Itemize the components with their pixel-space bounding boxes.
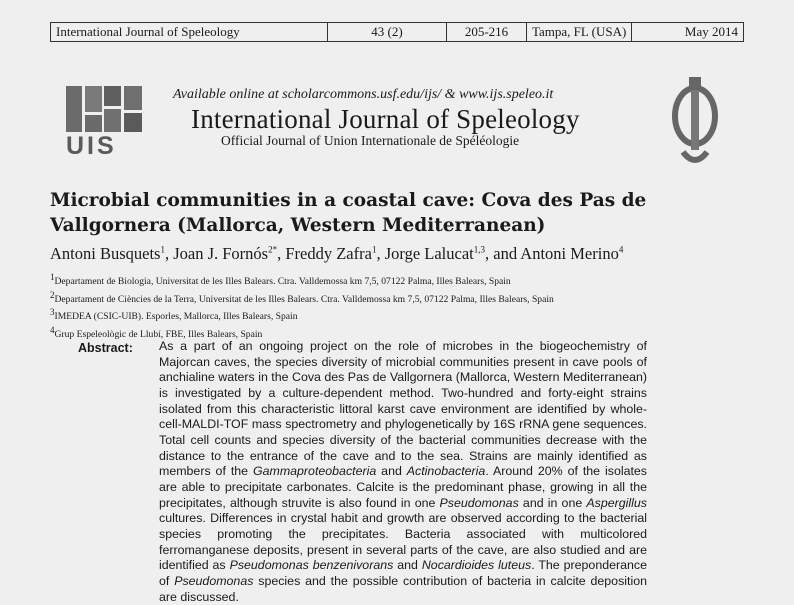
author-name: Jorge Lalucat (384, 244, 474, 263)
affiliation-mark: 2 (50, 289, 55, 300)
abstract-segment: and in one (518, 495, 587, 510)
header-pages: 205-216 (447, 23, 527, 41)
abstract-taxon: Pseudomonas benzenivorans (229, 558, 394, 573)
author-separator: , (376, 244, 385, 263)
author-separator: , and (485, 244, 521, 263)
article-title: Microbial communities in a coastal cave: Cova des Pas de Vallgornera (Mallorca, Western Mediterranean) (50, 190, 647, 236)
affiliation-line (50, 271, 554, 289)
abstract-taxon: Actinobacteria (406, 464, 486, 479)
svg-text:UIS: UIS (66, 132, 117, 156)
affiliation-mark: 3 (50, 307, 55, 318)
header-info-table (50, 22, 744, 42)
affiliation-line (50, 306, 554, 324)
abstract-segment: cultures. Differences in crystal habit and growth are observed according to the bacterial species promoting the precipitates. Bacteria associated with multicolored ferromanganese deposits, present in several parts of the cave, are also studied and are identified as (159, 511, 647, 573)
author-separator: , (277, 244, 286, 263)
author-name: Freddy Zafra (285, 244, 372, 263)
author-name: Antoni Merino (520, 244, 619, 263)
availability-line: Available online at scholarcommons.usf.edu/ijs/ & www.ijs.speleo.it (173, 87, 554, 102)
author-affiliation-mark: 1 (371, 244, 377, 255)
affiliation-text: Departament de Ciències de la Terra, Universitat de les Illes Balears. Ctra. Valldemossa km 7,5, 07122 Palma, Illes Balears, Spain (54, 293, 554, 305)
author-affiliation-mark: 1 (160, 244, 165, 255)
author-separator: , (164, 244, 174, 263)
journal-title: International Journal of Speleology (191, 104, 580, 134)
abstract-taxon: Nocardioides luteus (421, 558, 532, 573)
author-affiliation-mark: 1,3 (473, 244, 485, 255)
affiliation-mark: 1 (50, 272, 55, 282)
abstract-segment: . The preponderance of (159, 558, 647, 588)
affiliations (50, 271, 554, 342)
abstract-taxon: Aspergillus (586, 495, 647, 510)
affiliation-text: Grup Espeleològic de Llubí, FBE, Illes Balears, Spain (54, 329, 263, 341)
author-name: Antoni Busquets (50, 244, 161, 263)
affiliation-mark: 4 (50, 325, 55, 336)
affiliation-text: IMEDEA (CSIC-UIB). Esporles, Mallorca, Illes Balears, Spain (54, 311, 298, 323)
ijs-logo (671, 72, 719, 170)
author-name: Joan J. Fornós (173, 244, 269, 263)
header-location: Tampa, FL (USA) (527, 23, 632, 41)
author-list (50, 244, 623, 264)
author-affiliation-mark: 2* (268, 244, 278, 255)
journal-subtitle: Official Journal of Union Internationale de Spéléologie (221, 133, 520, 148)
uis-logo (66, 86, 142, 156)
abstract-segment: As a part of an ongoing project on the role of microbes in the biogeochemistry of Majorcan caves, the species diversity of microbial communities present in cave pools of anchialine waters in the Cova des Pas de Vallgornera (Mallorca, Western Mediterranean) is investigated by a culture-dependent method. Two-hundred and forty-eight strains isolated from this characteristic littoral karst cave environment are identified by whole-cell-MALDI-TOF mass spectrometry and phylogenetically by 16S rRNA gene sequences. Total cell counts and species diversity of the bacterial communities decrease with the distance to the entrance of the cave and to the sea. Strains are mainly identified as members of the (159, 339, 647, 479)
abstract-segment: . Around 20% of the isolates are able to precipitate carbonates. Calcite is the predominant phase, growing in all the precipitates, although struvite is also found in one (159, 464, 648, 510)
abstract-segment: and (376, 464, 407, 479)
author-affiliation-mark: 4 (618, 244, 624, 255)
header-journal: International Journal of Speleology (51, 23, 328, 41)
header-volume: 43 (2) (328, 23, 447, 41)
abstract-label: Abstract: (78, 341, 133, 355)
header-date: May 2014 (684, 24, 738, 39)
abstract-text (159, 339, 647, 605)
abstract-segment: species and the possible contribution of bacteria in calcite deposition are discussed. (159, 573, 647, 604)
abstract-taxon: Gammaproteobacteria (252, 464, 377, 479)
affiliation-line (50, 289, 554, 307)
affiliation-text: Departament de Biologia, Universitat de les Illes Balears. Ctra. Valldemossa km 7,5, 07122 Palma, Illes Balears, Spain (54, 276, 511, 288)
abstract-segment: and (393, 558, 422, 573)
abstract-taxon: Pseudomonas (439, 495, 519, 510)
abstract-taxon: Pseudomonas (174, 573, 254, 588)
